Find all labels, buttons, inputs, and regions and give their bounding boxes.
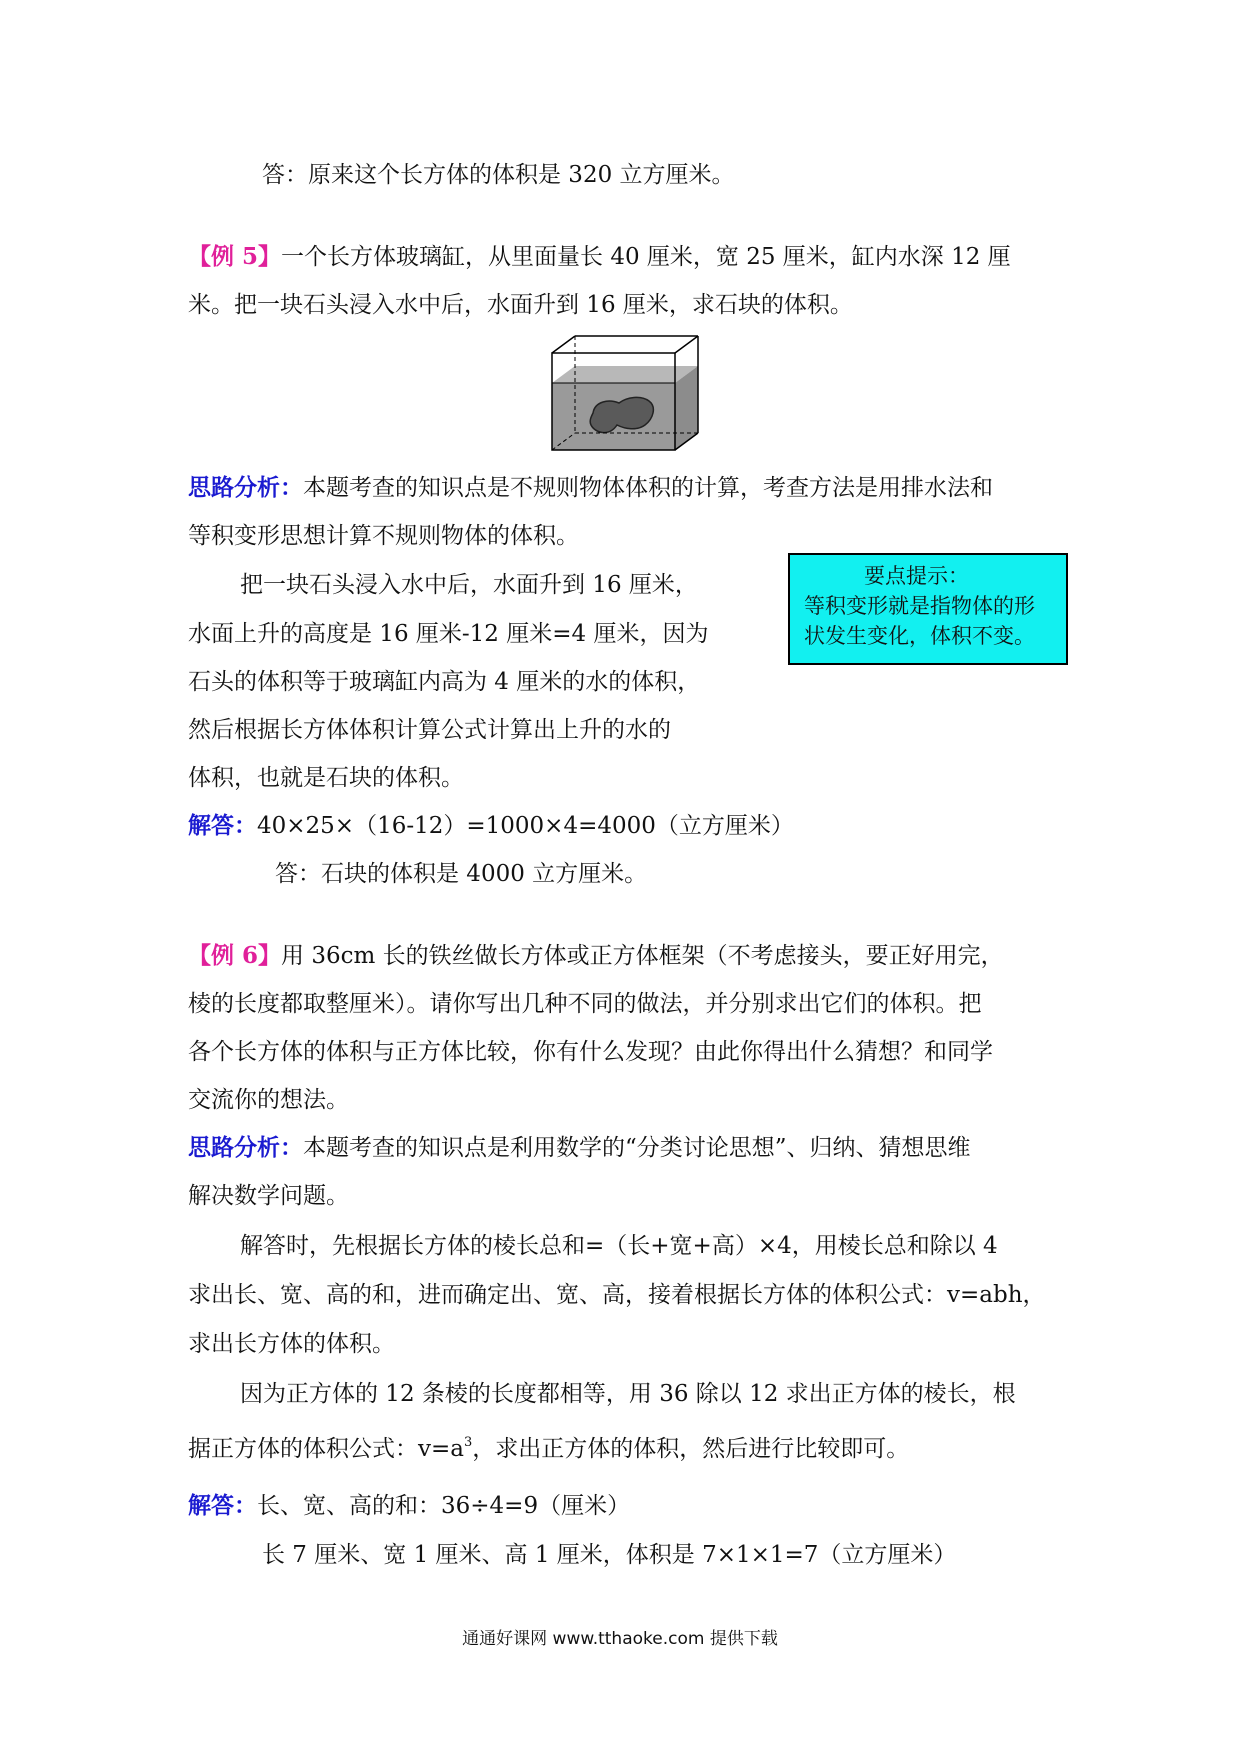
example6-solution-text1: 长、宽、高的和：36÷4=9（厘米） (257, 1493, 631, 1519)
example6-text1: 用 36cm 长的铁丝做长方体或正方体框架（不考虑接头，要正好用完， (281, 943, 1004, 969)
example6-para2-line2 (188, 1435, 909, 1467)
glass-tank-illustration (545, 333, 705, 453)
example5-para-line1: 把一块石头浸入水中后，水面升到 16 厘米， (240, 572, 698, 598)
example6-tag: 【例 6】 (188, 942, 282, 969)
hint-line1: 等积变形就是指物体的形 (804, 594, 1035, 618)
example5-solution (188, 812, 794, 840)
example5-problem-line1 (188, 243, 1011, 271)
exponent-superscript: 3 (463, 1435, 473, 1450)
example6-para1-line2: 求出长、宽、高的和，进而确定出、宽、高，接着根据长方体的体积公式：v=abh， (188, 1282, 1046, 1308)
example6-para2-line1: 因为正方体的 12 条棱的长度都相等，用 36 除以 12 求出正方体的棱长，根 (240, 1381, 1016, 1407)
previous-answer: 答：原来这个长方体的体积是 320 立方厘米。 (262, 162, 735, 188)
example6-problem-line3: 各个长方体的体积与正方体比较，你有什么发现？由此你得出什么猜想？和同学 (188, 1039, 993, 1065)
solution-label: 解答： (188, 812, 257, 839)
example6-para2-text-a: 据正方体的体积公式：v=a (188, 1436, 464, 1462)
example6-analysis-text1: 本题考查的知识点是利用数学的“分类讨论思想”、归纳、猜想思维 (303, 1135, 971, 1161)
example6-analysis-line2: 解决数学问题。 (188, 1183, 349, 1209)
example6-problem-line2: 棱的长度都取整厘米）。请你写出几种不同的做法，并分别求出它们的体积。把 (188, 991, 982, 1017)
example6-para2-text-b: ，求出正方体的体积，然后进行比较即可。 (472, 1436, 910, 1462)
example5-solution-text: 40×25×（16-12）=1000×4=4000（立方厘米） (257, 813, 794, 839)
example5-text1: 一个长方体玻璃缸，从里面量长 40 厘米，宽 25 厘米，缸内水深 12 厘 (281, 244, 1011, 270)
example5-answer: 答：石块的体积是 4000 立方厘米。 (275, 861, 648, 887)
example5-analysis-text1: 本题考查的知识点是不规则物体体积的计算，考查方法是用排水法和 (303, 475, 993, 501)
hint-title: 要点提示： (864, 564, 969, 588)
example5-para-line4: 然后根据长方体体积计算公式计算出上升的水的 (188, 717, 671, 743)
hint-line2: 状发生变化，体积不变。 (804, 624, 1035, 648)
example5-analysis-line2: 等积变形思想计算不规则物体的体积。 (188, 523, 579, 549)
example6-solution-line1 (188, 1492, 630, 1520)
example6-para1-line3: 求出长方体的体积。 (188, 1331, 395, 1357)
page-footer: 通通好课网 www.tthaoke.com 提供下载 (462, 1629, 778, 1649)
example5-tag: 【例 5】 (188, 243, 282, 270)
analysis-label: 思路分析： (188, 474, 303, 501)
example5-problem-line2: 米。把一块石头浸入水中后，水面升到 16 厘米，求石块的体积。 (188, 292, 853, 318)
example5-para-line3: 石头的体积等于玻璃缸内高为 4 厘米的水的体积， (188, 669, 701, 695)
example5-para-line5: 体积，也就是石块的体积。 (188, 765, 464, 791)
example6-analysis-line1 (188, 1134, 971, 1162)
example5-analysis-line1 (188, 474, 993, 502)
key-point-hint-box (788, 553, 1068, 665)
example6-solution-line2: 长 7 厘米、宽 1 厘米、高 1 厘米，体积是 7×1×1=7（立方厘米） (262, 1542, 957, 1568)
example6-para1-line1: 解答时，先根据长方体的棱长总和=（长+宽+高）×4，用棱长总和除以 4 (240, 1233, 998, 1259)
example5-para-line2: 水面上升的高度是 16 厘米-12 厘米=4 厘米，因为 (188, 621, 709, 647)
analysis-label: 思路分析： (188, 1134, 303, 1161)
solution-label: 解答： (188, 1492, 257, 1519)
example6-problem-line1 (188, 942, 1004, 970)
example6-problem-line4: 交流你的想法。 (188, 1087, 349, 1113)
